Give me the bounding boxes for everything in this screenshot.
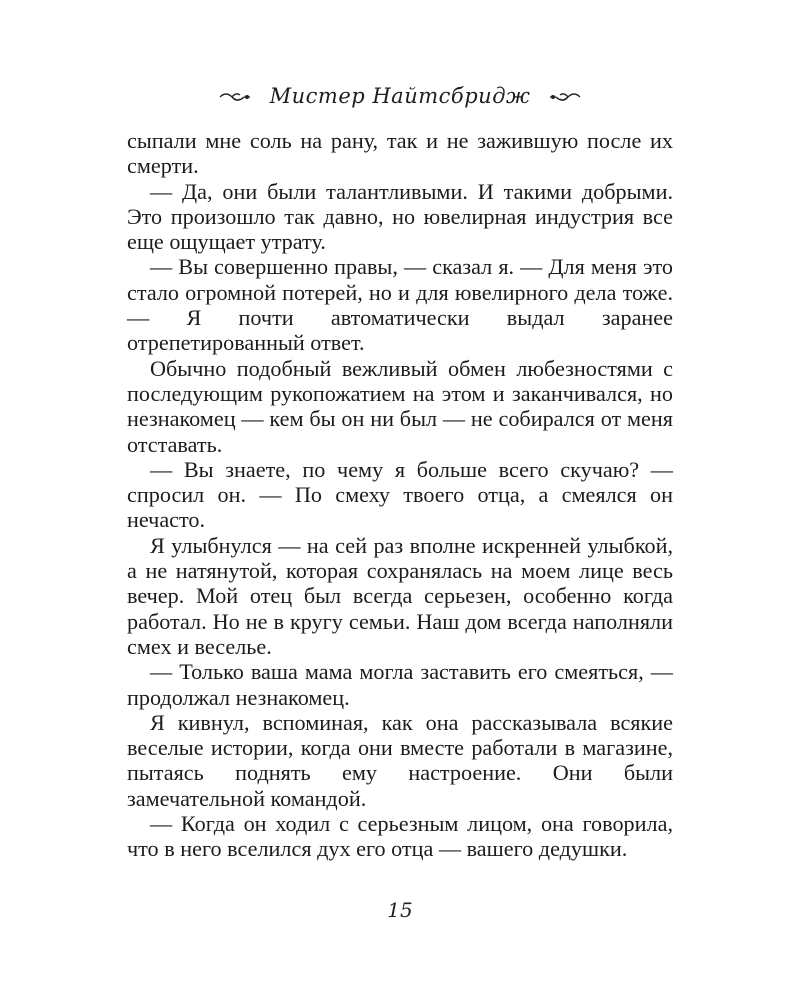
paragraph: Обычно подобный вежливый обмен любезностями с последующим рукопожатием на этом и заканчивался, но незнакомец — кем бы он ни был — не собирался от меня отставать. (127, 355, 673, 457)
paragraph: Я улыбнулся — на сей раз вполне искренней улыбкой, а не натянутой, которая сохранялась на моем лице весь вечер. Мой отец был всегда серьезен, особенно когда работал. Но не в кругу семьи. Наш дом всегда наполняли смех и веселье. (127, 532, 673, 659)
paragraph: — Да, они были талантливыми. И такими добрыми. Это произошло так давно, но ювелирная индустрия все еще ощущает утрату. (127, 178, 673, 255)
book-title: Мистер Найтсбридж (269, 84, 531, 108)
flourish-left-icon (218, 86, 252, 110)
body-text (127, 128, 673, 862)
page-number: 15 (387, 898, 413, 922)
paragraph: Я кивнул, вспоминая, как она рассказывала всякие веселые истории, когда они вместе работали в магазине, пытаясь поднять ему настроение. Они были замечательной командой. (127, 709, 673, 811)
paragraph: — Вы совершенно правы, — сказал я. — Для меня это стало огромной потерей, но и для ювелирного дела тоже. — Я почти автоматически выдал заранее отрепетированный ответ. (127, 254, 673, 356)
paragraph: — Когда он ходил с серьезным лицом, она говорила, что в него вселился дух его отца — вашего дедушки. (127, 811, 673, 862)
paragraph: — Вы знаете, по чему я больше всего скучаю? — спросил он. — По смеху твоего отца, а смеялся он нечасто. (127, 456, 673, 533)
paragraph: — Только ваша мама могла заставить его смеяться, — продолжал незнакомец. (127, 659, 673, 710)
paragraph: сыпали мне соль на рану, так и не зажившую после их смерти. (127, 128, 673, 179)
flourish-right-icon (548, 86, 582, 110)
running-header (0, 84, 800, 110)
